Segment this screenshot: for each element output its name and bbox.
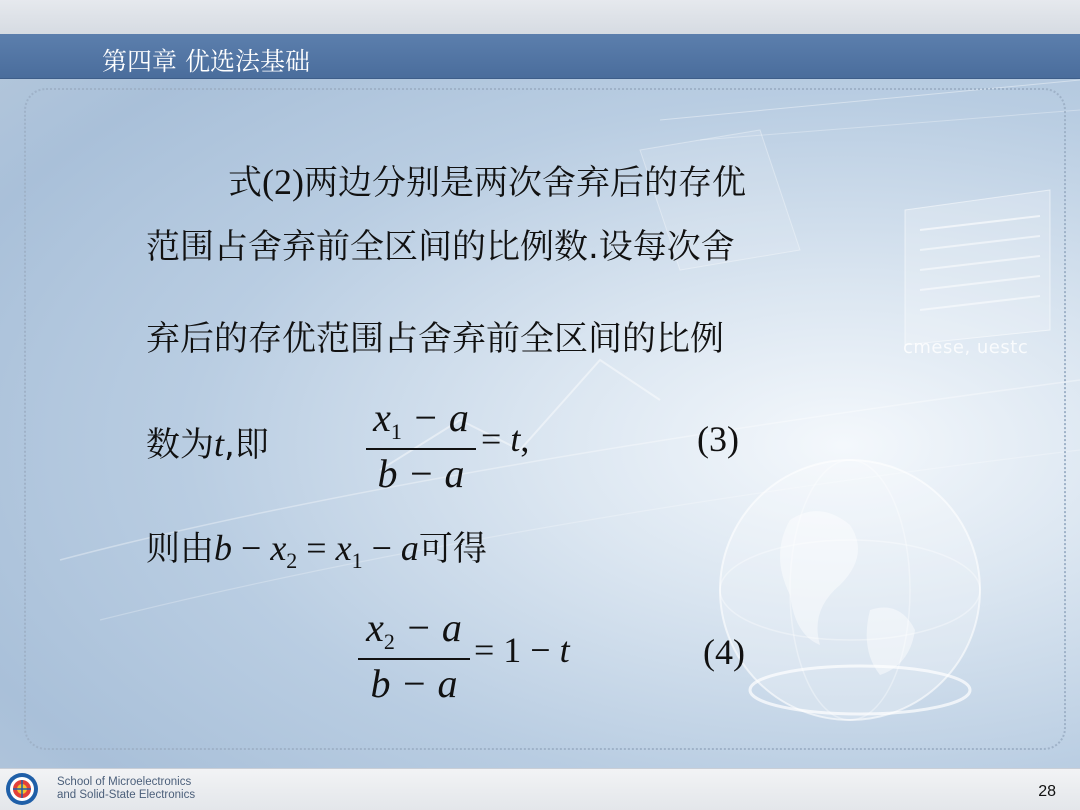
body-line-3: 弃后的存优范围占舍弃前全区间的比例 [146,319,724,359]
line1-equation-ref: (2) [262,162,304,202]
inline-minus-2: − [362,528,401,568]
eq4-rhs-var: t [559,630,570,670]
inline-equals: = [297,528,336,568]
school-name [57,776,195,802]
eq3-fraction-bar [366,448,476,450]
body-line-2: 范围占舍弃前全区间的比例数.设每次舍 [146,227,735,267]
eq3-denominator [366,452,476,496]
eq4-rhs [474,629,570,671]
inline-b: b [214,528,232,568]
body-line-1 [228,155,746,204]
line1-text-a: 式 [228,163,262,203]
eq3-den-text: b − a [377,451,465,496]
eq3-comma: , [520,419,530,459]
eq3-num-subscript: 1 [390,419,402,444]
line4-suffix: ,即 [224,425,269,465]
eq3-label: (3) [697,419,739,459]
line5-suffix: 可得 [418,529,487,569]
line5-prefix: 则由 [146,529,214,569]
line4-variable: t [214,424,225,464]
top-strip [0,0,1080,34]
body-line-4 [146,417,269,466]
eq3-fraction [366,396,476,496]
eq4-equals: = 1 − [474,630,560,670]
inline-x2: x [270,528,287,568]
eq3-num-var: x [373,395,391,440]
inline-x1: x [335,528,352,568]
eq3-num-rest: − a [401,395,469,440]
eq3-rhs [481,418,529,460]
line4-prefix: 数为 [146,425,214,465]
eq4-numerator [358,606,470,656]
eq4-den-text: b − a [370,661,458,706]
eq4-fraction-bar [358,658,470,660]
eq3-numerator [366,396,476,446]
inline-x1-subscript: 1 [351,548,363,573]
inline-a: a [400,528,419,568]
eq4-label: (4) [703,632,745,672]
inline-minus-1: − [232,528,271,568]
body-line-5 [146,521,487,573]
eq4-num-rest: − a [394,605,462,650]
chapter-title: 第四章 优选法基础 [102,47,310,76]
watermark: cmese, uestc [903,337,1029,358]
eq3-rhs-var: t [510,419,521,459]
eq3-equals: = [481,419,511,459]
school-name-line-2: and Solid-State Electronics [57,789,196,801]
university-logo-icon [5,772,39,806]
eq4-fraction [358,606,470,706]
inline-x2-subscript: 2 [286,548,298,573]
eq4-num-subscript: 2 [383,629,395,654]
school-name-line-1: School of Microelectronics [57,776,192,788]
page-number: 28 [1038,783,1056,800]
line1-text-b: 两边分别是两次舍弃后的存优 [303,163,746,203]
title-bar [0,34,1080,79]
eq4-num-var: x [366,605,384,650]
eq4-denominator [358,662,470,706]
